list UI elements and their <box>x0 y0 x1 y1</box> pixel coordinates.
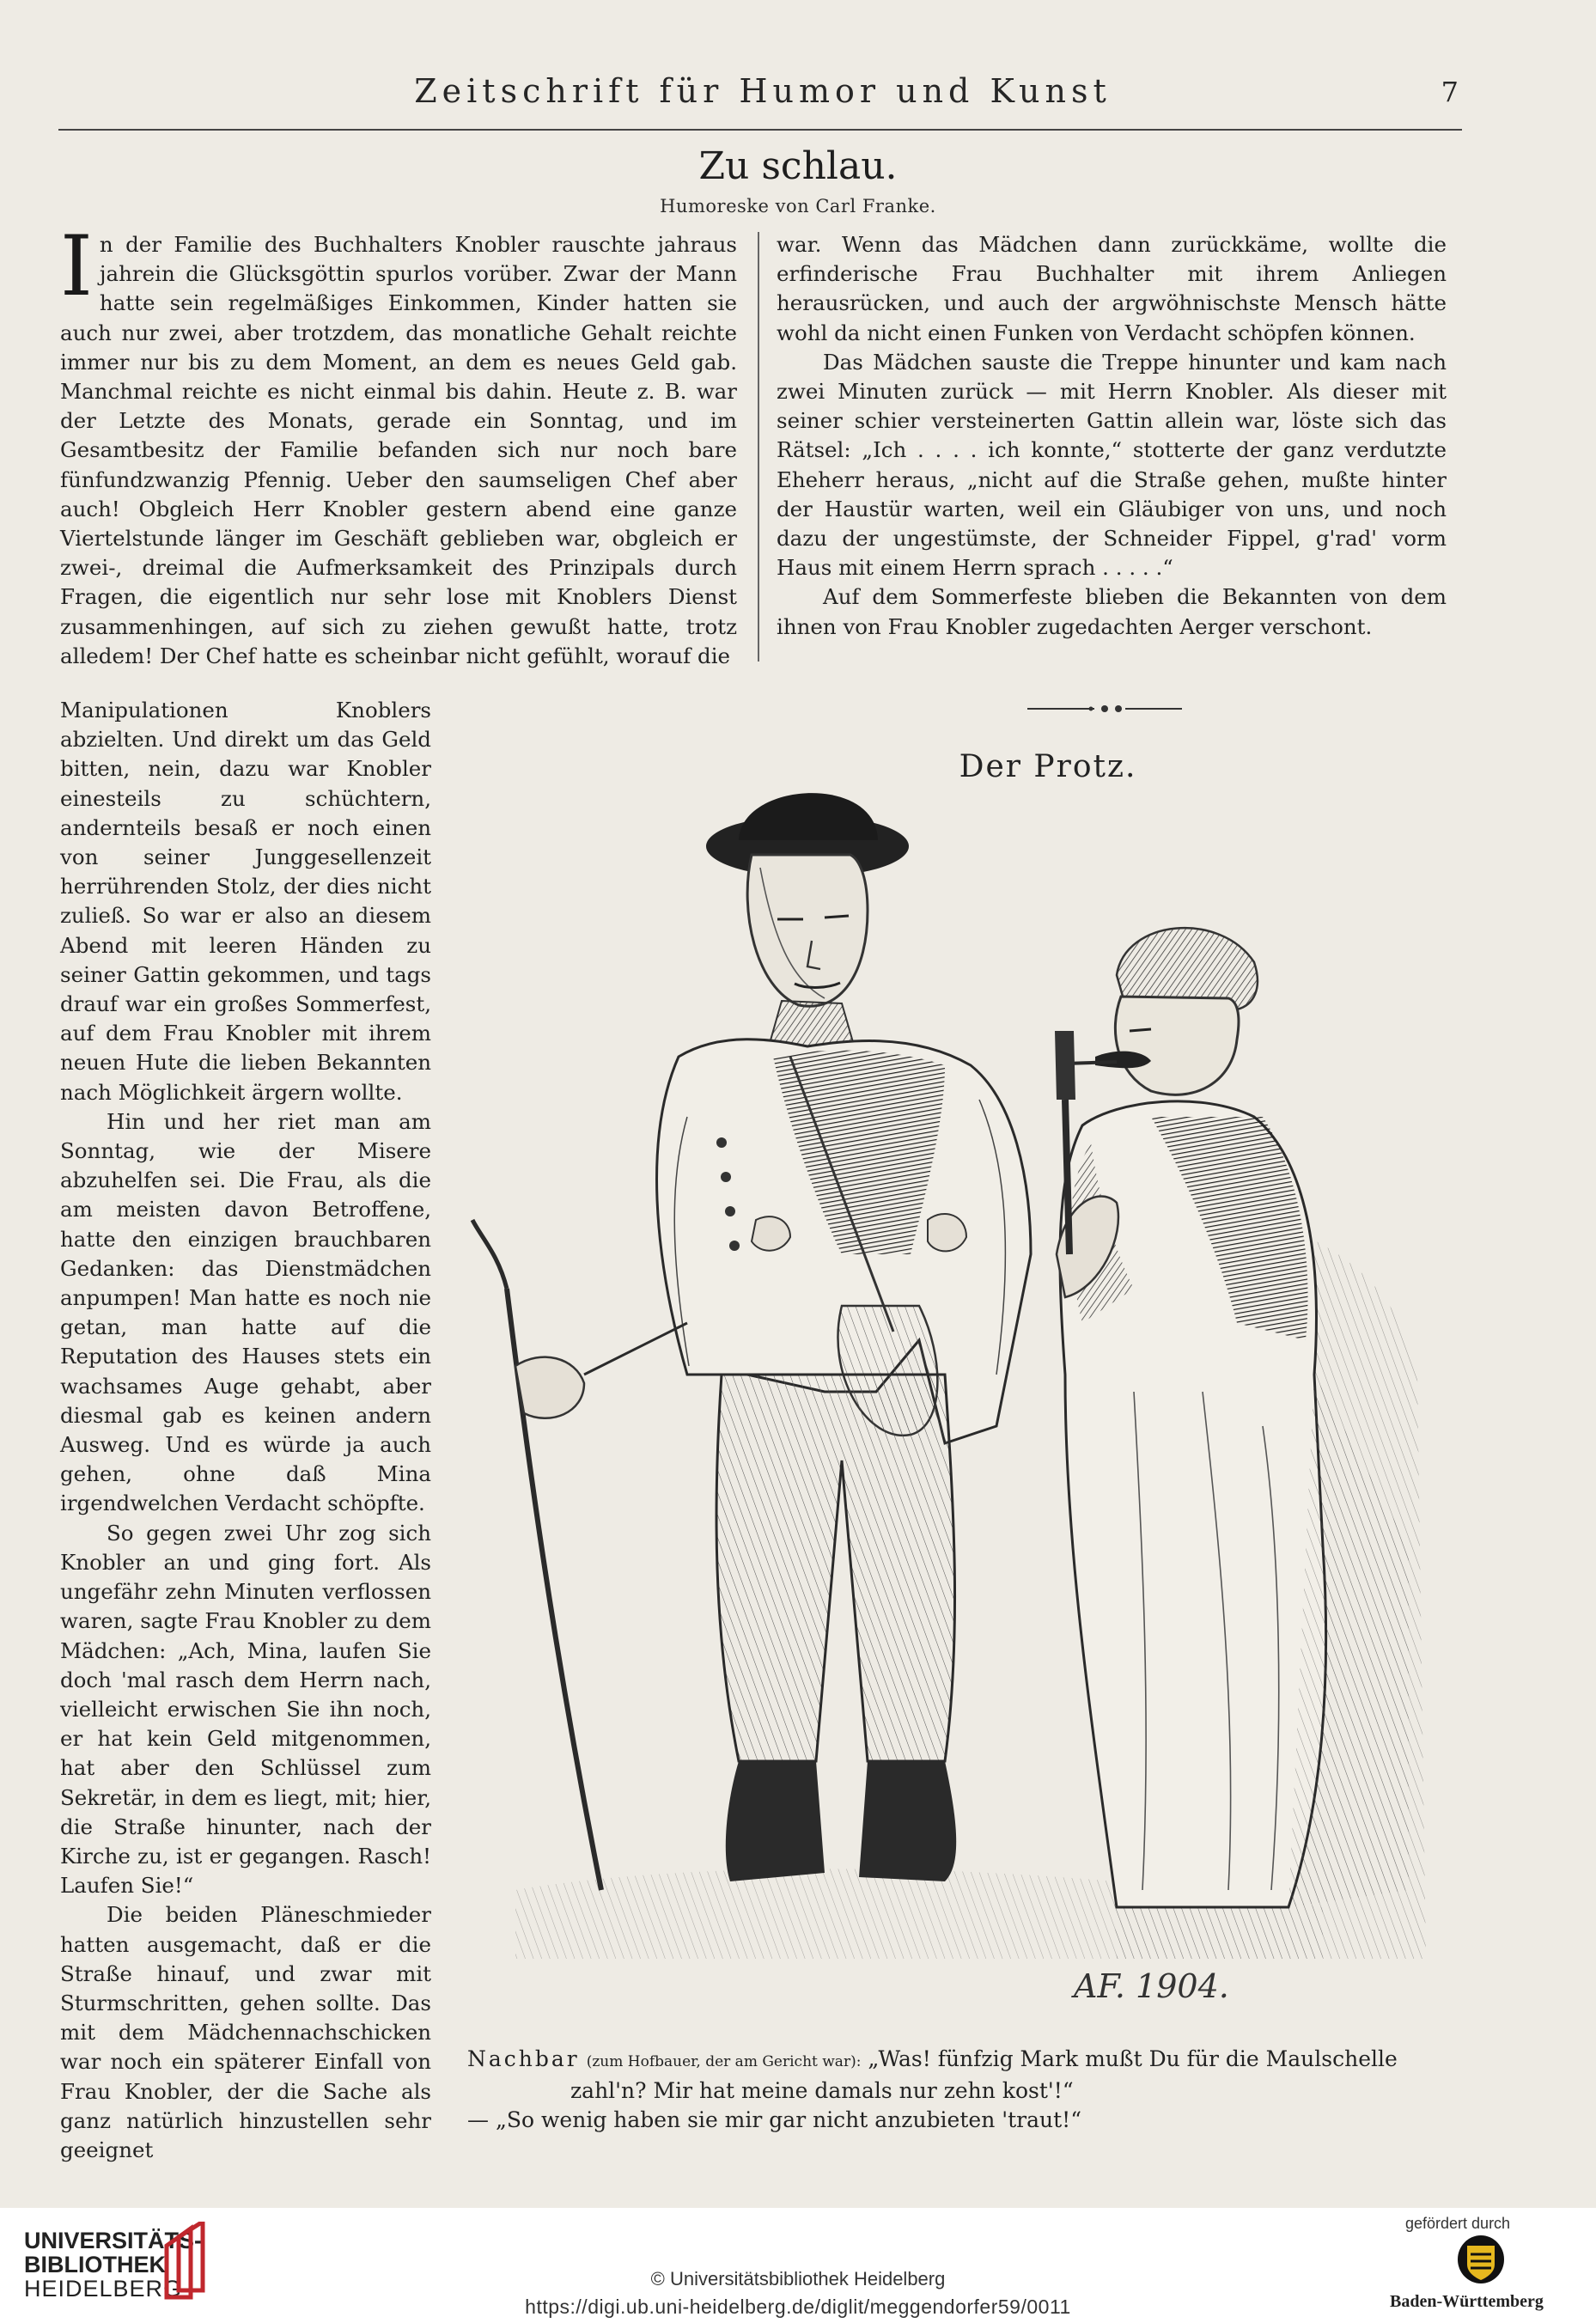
sponsor-name: Baden-Württemberg <box>1390 2292 1544 2311</box>
logo-line: UNIVERSITÄTS- <box>24 2228 203 2253</box>
column-left-top <box>60 218 737 671</box>
story-byline: Humoreske von Carl Franke. <box>660 196 936 216</box>
page-number: 7 <box>1441 76 1459 108</box>
state-coat-of-arms-icon[interactable] <box>1457 2234 1505 2285</box>
paragraph: war. Wenn das Mädchen dann zurückkäme, wollte die erfinderische Frau Buchhalter mit ihrem Anliegen herausrücken, und auch der argwöhnischste Mensch hätte wohl da nicht einen Funken von Verdacht schöpfen können. <box>777 232 1447 345</box>
caption-text: „Was! fünfzig Mark mußt Du für die Maulschelle <box>868 2046 1398 2071</box>
sponsor-label: gefördert durch <box>1405 2215 1511 2232</box>
permalink-url[interactable]: https://digi.ub.uni-heidelberg.de/diglit/meggendorfer59/0011 <box>525 2296 1071 2318</box>
cartoon-illustration <box>464 773 1460 2036</box>
caption-speaker: Nachbar <box>467 2046 580 2071</box>
caption-line <box>467 2045 1455 2076</box>
copyright-notice: © Universitätsbibliothek Heidelberg <box>650 2268 946 2289</box>
page-header <box>58 72 1467 124</box>
cartoon-title: Der Protz. <box>959 749 1137 784</box>
paragraph: So gegen zwei Uhr zog sich Knobler an und ging fort. Als ungefähr zehn Minuten verflossen waren, sagte Frau Knobler zu dem Mädchen: „Ach, Mina, laufen Sie doch 'mal rasch dem Herrn nach, vielleicht erwischen Sie ihn noch, er hat kein Geld mitgenommen, hat aber den Schlüssel zum Sekretär, in dem es liegt, mit; hier, die Straße hinunter, nach der Kirche zu, ist er gegangen. Rasch! Laufen Sie!“ <box>60 1520 432 1899</box>
cartoon-caption <box>467 2045 1455 2135</box>
column-left-narrow <box>60 696 431 2165</box>
caption-line: — „So wenig haben sie mir gar nicht anzubieten 'traut!“ <box>467 2107 1081 2132</box>
library-logo-icon <box>161 2222 210 2304</box>
paragraph: Die beiden Pläneschmieder hatten ausgemacht, daß er die Straße hinauf, und zwar mit Sturmschritten, gehen sollte. Das mit dem Mädchennachschicken war noch ein späterer Einfall von Frau Knobler, der die Sache als ganz natürlich hinzustellen sehr geeignet <box>60 1902 431 2162</box>
column-right-top <box>777 230 1447 642</box>
drop-cap: I <box>60 218 93 314</box>
caption-stage-direction: (zum Hofbauer, der am Gericht war): <box>586 2053 862 2070</box>
artist-signature: AF. 1904. <box>1074 1967 1229 2005</box>
running-head: Zeitschrift für Humor und Kunst <box>414 72 1112 110</box>
paragraph: n der Familie des Buchhalters Knobler rauschte jahraus jahrein die Glücksgöttin spurlos vorüber. Zwar der Mann hatte sein regelmäßiges Einkommen, Kinder hatten sie auch nur zwei, aber trotzdem, das monatliche Gehalt reichte immer nur bis zu dem Moment, an dem es neues Geld gab. Manchmal reichte es nicht einmal bis dahin. Heute z. B. war der Letzte des Monats, gerade ein Sonntag, und im Gesamtbesitz der Familie befanden sich nur noch bare fünfundzwanzig Pfennig. Ueber den saumseligen Chef aber auch! Obgleich Herr Knobler gestern abend eine ganze Viertelstunde länger im Geschäft geblieben war, obgleich er zwei-, dreimal die Aufmerksamkeit des Prinzipals durch Fragen, die eigentlich nur sehr lose mit Knoblers Dienst zusammenhingen, auf sich zu ziehen gewußt hatte, trotz alledem! Der Chef hatte es scheinbar nicht gefühlt, worauf die <box>60 232 737 668</box>
paragraph: Auf dem Sommerfeste blieben die Bekannten von dem ihnen von Frau Knobler zugedachten Aerger verschont. <box>777 584 1447 639</box>
section-ornament <box>1019 696 1191 722</box>
story-title: Zu schlau. <box>698 144 898 188</box>
paragraph: Das Mädchen sauste die Treppe hinunter und kam nach zwei Minuten zurück — mit Herrn Knobler. Als dieser mit seiner schier versteinerten Gattin allein war, löste sich das Rätsel: „Ich . . . . ich konnte,“ stotterte der ganz verdutzte Eheherr heraus, „nicht auf die Straße gehen, mußte hinter der Haustür warten, weil ein Gläubiger von uns, und noch dazu der ungestümste, der Schneider Fippel, g'rad' vorm Haus mit einem Herrn sprach . . . . .“ <box>777 349 1447 581</box>
header-rule <box>58 129 1462 131</box>
logo-line: BIBLIOTHEK <box>24 2252 166 2277</box>
paragraph: Manipulationen Knoblers abzielten. Und direkt um das Geld bitten, nein, dazu war Knobler einesteils zu schüchtern, andernteils besaß er noch einen von seiner Junggesellenzeit herrührenden Stolz, der dies nicht zuließ. So war er also an diesem Abend mit leeren Händen zu seiner Gattin gekommen, und tags drauf war ein großes Sommerfest, auf dem Frau Knobler mit ihrem neuen Hute die lieben Bekannten nach Möglichkeit ärgern wollte. <box>60 698 431 1105</box>
caption-line: zahl'n? Mir hat meine damals nur zehn kost'!“ <box>570 2078 1074 2103</box>
column-rule <box>758 232 759 662</box>
paragraph: Hin und her riet man am Sonntag, wie der Misere abzuhelfen sei. Die Frau, als die am meisten davon Betroffene, hatte den einzigen brauchbaren Gedanken: das Dienstmädchen anpumpen! Man hatte es noch nie getan, man hatte auf die Reputation des Hauses stets ein wachsames Auge gehabt, aber diesmal gab es keinen andern Ausweg. Und es würde ja auch gehen, ohne daß Mina irgendwelchen Verdacht schöpfte. <box>60 1108 431 1516</box>
logo-line: HEIDELBERG <box>24 2276 183 2302</box>
